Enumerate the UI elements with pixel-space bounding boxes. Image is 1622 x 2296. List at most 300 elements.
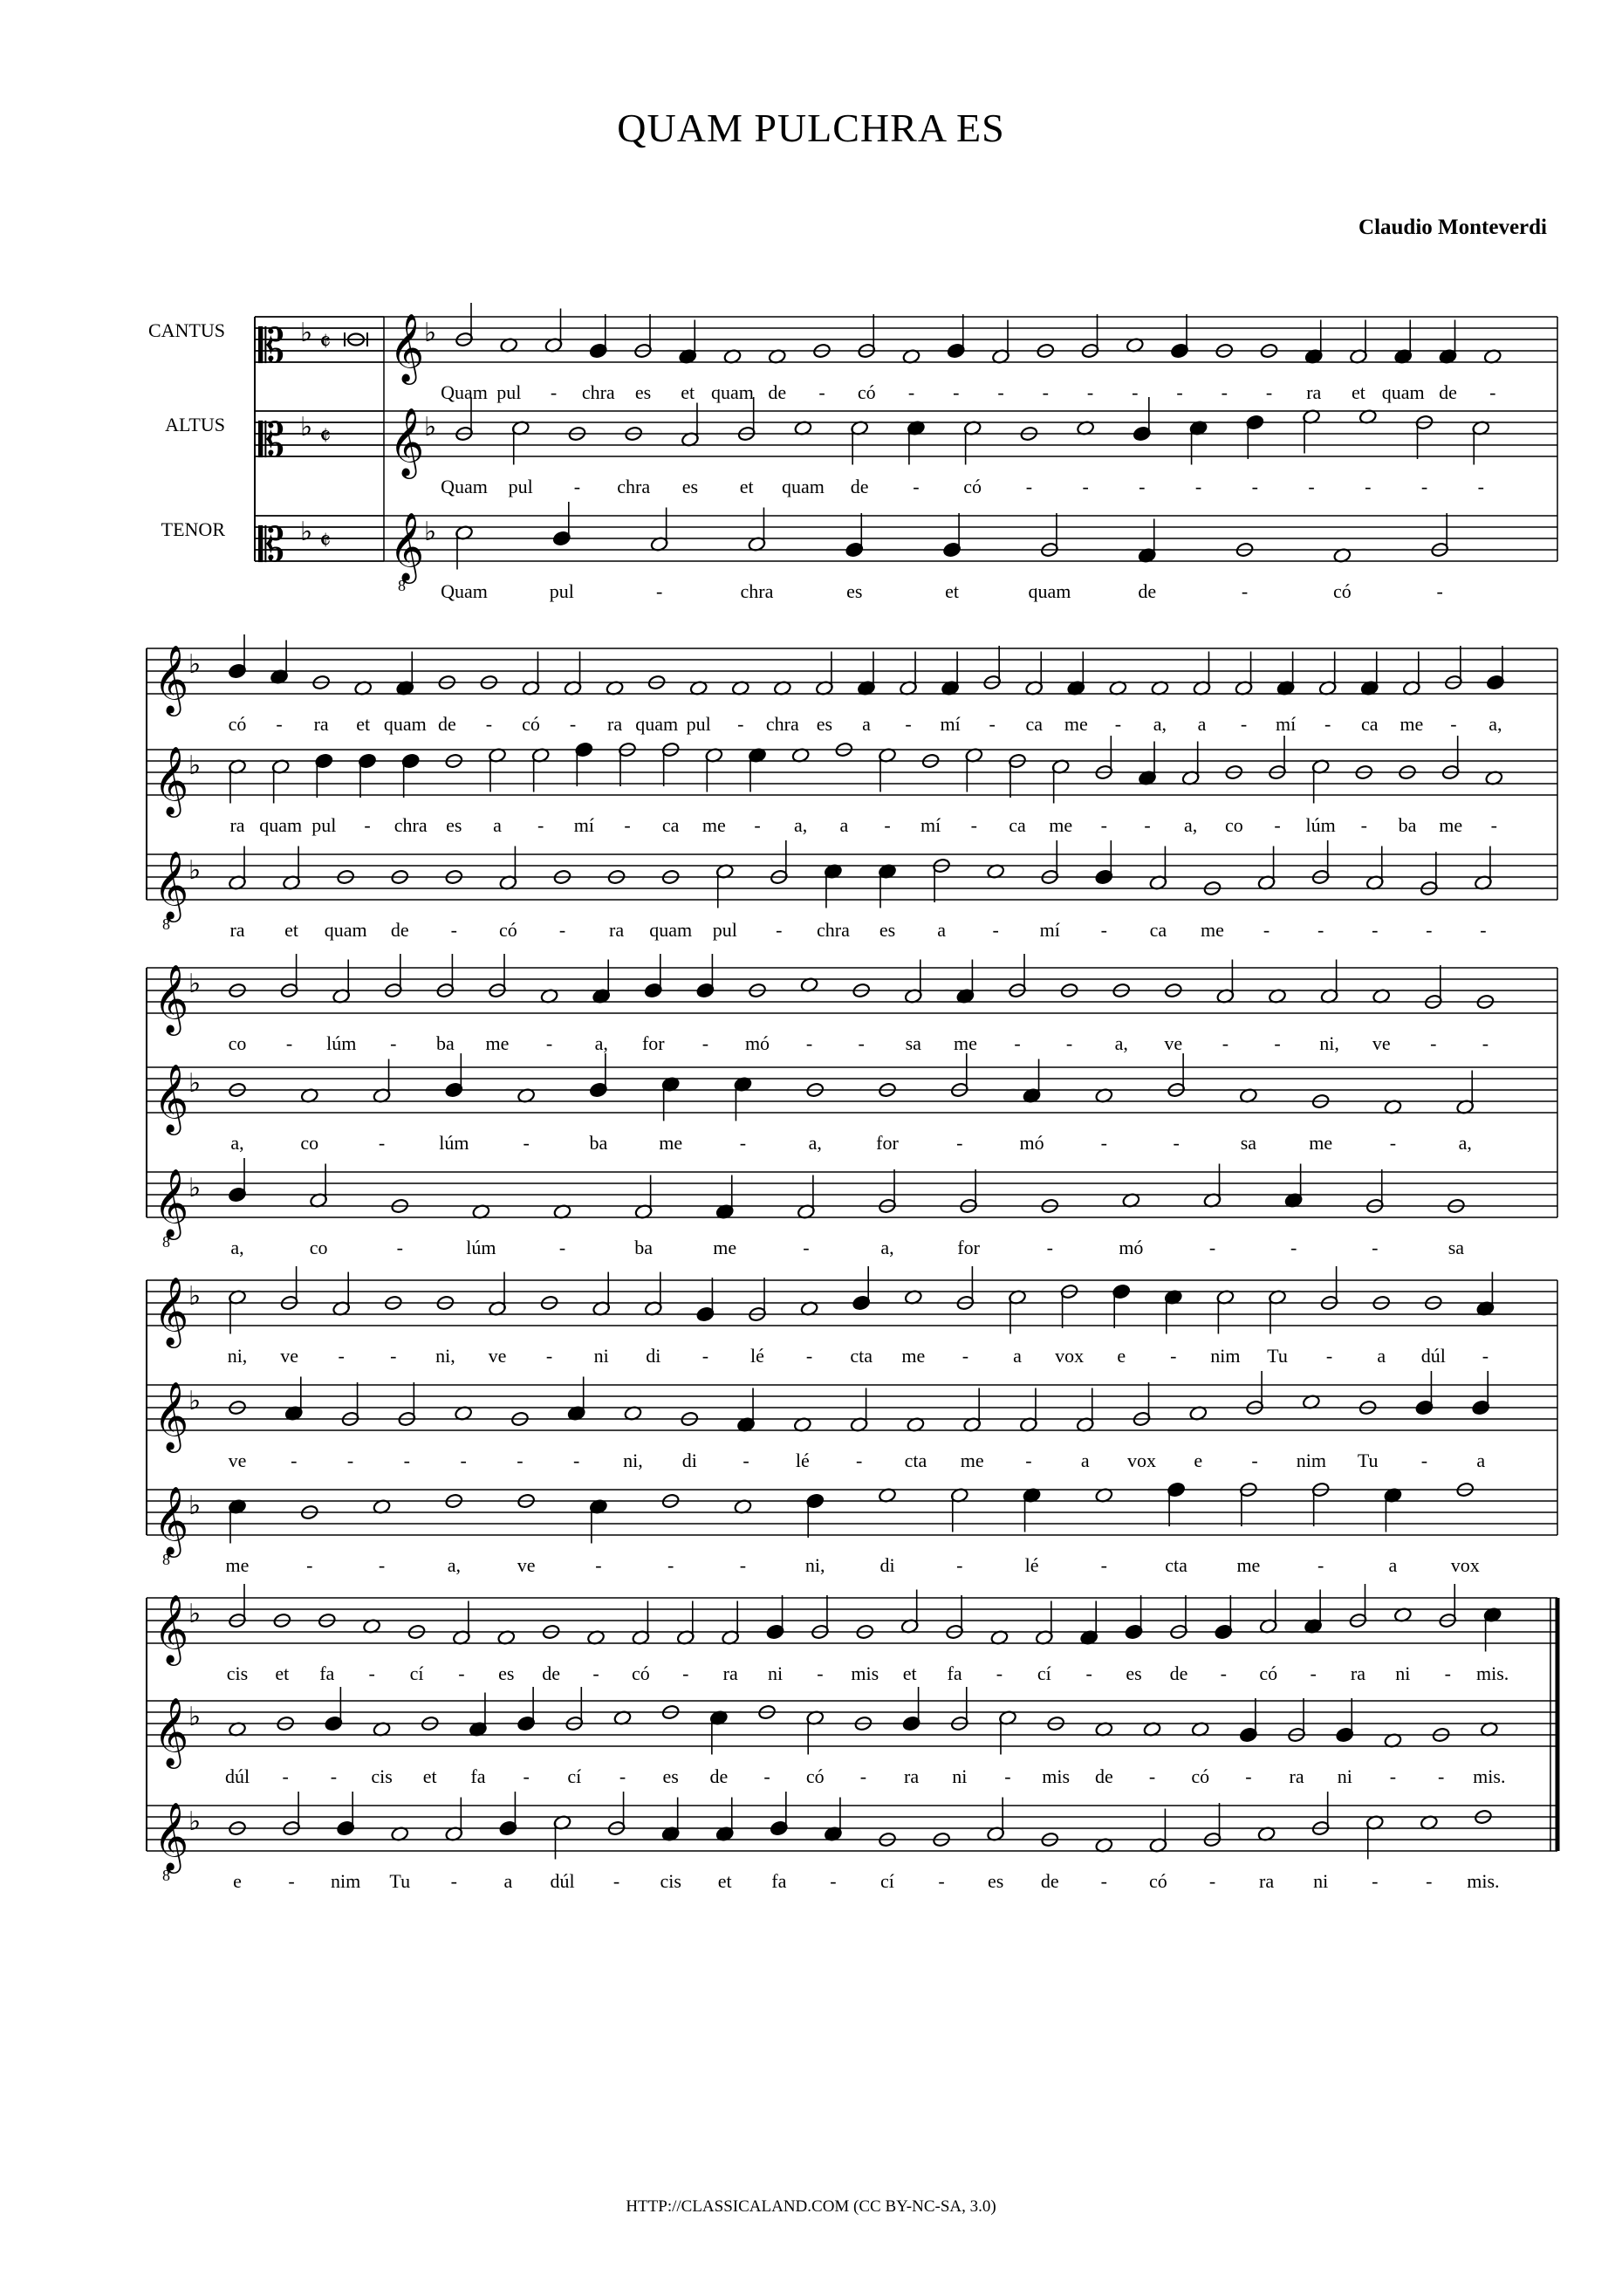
lyric-syllable: de (1040, 1870, 1059, 1892)
lyric-syllable: - (1430, 1032, 1437, 1054)
lyric-syllable: - (624, 814, 631, 836)
lyric-syllable: me (1309, 1132, 1333, 1154)
lyric-syllable: dúl (550, 1870, 575, 1892)
lyric-syllable: ba (589, 1132, 608, 1154)
lyric-syllable: a (1013, 1345, 1022, 1367)
lyric-syllable: mó (1019, 1132, 1044, 1154)
lyric-syllable: - (573, 1450, 580, 1471)
lyric-syllable: - (1208, 1870, 1216, 1892)
lyric-syllable: e (1117, 1345, 1126, 1367)
lyric-syllable: - (1251, 476, 1258, 497)
lyric-syllable: ni (1395, 1662, 1411, 1684)
lyric-syllable: - (970, 814, 977, 836)
lyric-syllable: de (768, 381, 787, 403)
treble-clef: 𝄞 (389, 313, 425, 382)
lyric-syllable: pul (549, 580, 574, 602)
key-flat: ♭ (188, 750, 202, 781)
lyric-syllable: ca (1149, 919, 1167, 941)
lyric-syllable: di (681, 1450, 697, 1471)
lyric-syllable: - (1065, 1032, 1073, 1054)
footer-license: HTTP://CLASSICALAND.COM (CC BY-NC-SA, 3.0) (626, 2197, 996, 2216)
lyric-syllable: et (422, 1765, 437, 1787)
lyric-syllable: chra (740, 580, 774, 602)
lyric-syllable: - (1240, 713, 1248, 735)
lyric-syllable: cis (226, 1662, 249, 1684)
voice-label-cantus: CANTUS (147, 319, 225, 341)
lyric-syllable: - (338, 1345, 345, 1367)
lyric-syllable: ca (661, 814, 680, 836)
lyric-syllable: - (1194, 476, 1202, 497)
page-title: QUAM PULCHRA ES (617, 106, 1005, 150)
lyric-syllable: pul (712, 919, 737, 941)
lyric-syllable: sa (1240, 1132, 1257, 1154)
treble-clef-8: 8 (162, 915, 170, 933)
lyric-syllable: de (1094, 1765, 1113, 1787)
lyric-syllable: - (1372, 1870, 1379, 1892)
lyric-syllable: es (498, 1662, 515, 1684)
lyric-syllable: - (1426, 1870, 1433, 1892)
key-flat: ♭ (188, 969, 202, 999)
lyric-syllable: - (1100, 1132, 1107, 1154)
lyric-syllable: me (1049, 814, 1073, 836)
lyric-syllable: di (879, 1554, 895, 1576)
lyric-syllable: - (754, 814, 761, 836)
lyric-syllable: quam (711, 381, 754, 403)
lyric-syllable: Quam (441, 580, 488, 602)
lyric-syllable: ni, (435, 1345, 455, 1367)
lyric-syllable: - (682, 1662, 689, 1684)
lyric-syllable: - (1290, 1237, 1297, 1258)
lyric-syllable: mó (1119, 1237, 1144, 1258)
lyric-syllable: a (839, 814, 849, 836)
lyric-syllable: lúm (466, 1237, 496, 1258)
lyric-syllable: - (739, 1132, 747, 1154)
lyric-syllable: a, (1114, 1032, 1128, 1054)
lyric-syllable: - (1004, 1765, 1011, 1787)
lyric-syllable: - (458, 1662, 465, 1684)
lyric-syllable: - (1222, 1032, 1229, 1054)
key-flat: ♭ (188, 1491, 202, 1521)
lyric-syllable: - (592, 1662, 599, 1684)
lyric-syllable: ni (1337, 1765, 1352, 1787)
lyric-syllable: et (717, 1870, 732, 1892)
lyric-syllable: - (1450, 713, 1457, 735)
lyric-syllable: - (390, 1032, 397, 1054)
lyric-syllable: quam (324, 919, 367, 941)
lyric-syllable: co (1224, 814, 1243, 836)
lyric-syllable: - (1482, 1032, 1489, 1054)
lyric-syllable: - (378, 1554, 386, 1576)
lyric-syllable: ca (1360, 713, 1379, 735)
lyric-syllable: - (1420, 1450, 1428, 1471)
lyric-syllable: me (1064, 713, 1088, 735)
lyric-syllable: et (945, 580, 960, 602)
key-flat: ♭ (188, 1068, 202, 1099)
voice-label-altus: ALTUS (165, 414, 225, 435)
lyric-syllable: - (1426, 919, 1433, 941)
lyric-syllable: pul (508, 476, 533, 497)
lyric-syllable: - (905, 713, 912, 735)
lyric-syllable: - (1389, 1765, 1397, 1787)
lyric-syllable: - (537, 814, 544, 836)
lyric-syllable: cí (1037, 1662, 1051, 1684)
lyric-syllable: cta (904, 1450, 927, 1471)
lyric-syllable: pul (496, 381, 522, 403)
lyric-syllable: pul (686, 713, 711, 735)
lyric-syllable: ca (1025, 713, 1043, 735)
lyric-syllable: fa (319, 1662, 335, 1684)
treble-clef: 𝄞 (154, 1277, 189, 1346)
lyric-syllable: mí (940, 713, 961, 735)
lyric-syllable: - (1444, 1662, 1451, 1684)
lyric-syllable: Quam (441, 476, 488, 497)
lyric-syllable: - (655, 580, 663, 602)
lyric-syllable: quam (635, 713, 679, 735)
lyric-syllable: - (1014, 1032, 1021, 1054)
lyric-syllable: cí (409, 1662, 424, 1684)
lyric-syllable: - (403, 1450, 411, 1471)
lyric-syllable: - (1317, 919, 1324, 941)
lyric-syllable: lé (795, 1450, 810, 1471)
lyric-syllable: - (1308, 476, 1315, 497)
lyric-syllable: - (938, 1870, 945, 1892)
lyric-syllable: - (1325, 1345, 1333, 1367)
lyric-syllable: - (573, 476, 581, 497)
lyric-syllable: - (1132, 381, 1139, 403)
lyric-syllable: - (1324, 713, 1331, 735)
key-flat: ♭ (300, 517, 313, 547)
lyric-syllable: e (1194, 1450, 1203, 1471)
c-clef: 𝄡 (258, 413, 285, 468)
lyric-syllable: vox (1450, 1554, 1480, 1576)
lyric-syllable: a, (230, 1132, 244, 1154)
lyric-syllable: - (737, 713, 744, 735)
lyric-syllable: ni (952, 1765, 968, 1787)
lyric-syllable: nim (1296, 1450, 1326, 1471)
lyric-syllable: ra (229, 814, 245, 836)
lyric-syllable: - (817, 1662, 824, 1684)
treble-clef: 𝄞 (154, 645, 189, 714)
lyric-syllable: a (503, 1870, 513, 1892)
lyric-syllable: mí (1039, 919, 1060, 941)
lyric-syllable: - (1251, 1450, 1258, 1471)
treble-clef: 𝄞 (154, 1381, 189, 1450)
treble-clef: 𝄞 (154, 964, 189, 1033)
lyric-syllable: có (632, 1662, 650, 1684)
lyric-syllable: - (667, 1554, 674, 1576)
lyric-syllable: lúm (326, 1032, 357, 1054)
lyric-syllable: - (550, 381, 558, 403)
lyric-syllable: - (396, 1237, 403, 1258)
lyric-syllable: - (1490, 814, 1497, 836)
lyric-syllable: de (542, 1662, 561, 1684)
lyric-syllable: - (517, 1450, 524, 1471)
lyric-syllable: a, (1489, 713, 1502, 735)
lyric-syllable: - (996, 1662, 1003, 1684)
treble-clef-8: 8 (398, 577, 406, 594)
lyric-syllable: quam (259, 814, 303, 836)
lyric-syllable: có (228, 713, 247, 735)
lyric-syllable: - (1046, 1237, 1053, 1258)
lyric-syllable: a, (1458, 1132, 1472, 1154)
lyric-syllable: - (701, 1345, 709, 1367)
lyric-syllable: ra (1289, 1765, 1304, 1787)
lyric-syllable: có (499, 919, 517, 941)
lyric-syllable: mis (1042, 1765, 1071, 1787)
lyric-syllable: de (437, 713, 456, 735)
lyric-syllable: ve (488, 1345, 507, 1367)
key-flat: ♭ (300, 412, 313, 442)
lyric-syllable: ve (517, 1554, 536, 1576)
lyric-syllable: có (857, 381, 876, 403)
lyric-syllable: - (830, 1870, 837, 1892)
treble-clef: 𝄞 (154, 1169, 189, 1237)
lyric-syllable: - (743, 1450, 749, 1471)
lyric-syllable: - (1085, 1662, 1092, 1684)
key-flat: ♭ (188, 1386, 202, 1416)
lyric-syllable: es (1126, 1662, 1142, 1684)
lyric-syllable: - (1220, 1662, 1228, 1684)
lyric-syllable: es (816, 713, 833, 735)
lyric-syllable: - (1241, 580, 1249, 602)
lyric-syllable: - (558, 1237, 566, 1258)
lyric-syllable: có (805, 1765, 825, 1787)
treble-clef: 𝄞 (389, 512, 425, 581)
lyric-syllable: a, (808, 1132, 822, 1154)
lyric-syllable: quam (781, 476, 825, 497)
lyric-syllable: - (701, 1032, 709, 1054)
treble-clef: 𝄞 (154, 1802, 189, 1871)
lyric-syllable: mis. (1473, 1765, 1506, 1787)
lyric-syllable: Tu (389, 1870, 411, 1892)
lyric-syllable: - (1082, 476, 1089, 497)
c-clef: 𝄡 (258, 517, 285, 572)
lyric-syllable: sa (1447, 1237, 1465, 1258)
lyric-syllable: cí (880, 1870, 894, 1892)
lyric-syllable: ve (1164, 1032, 1183, 1054)
lyric-syllable: a, (1184, 814, 1198, 836)
lyric-syllable: fa (470, 1765, 486, 1787)
lyric-syllable: có (1332, 580, 1352, 602)
key-flat: ♭ (188, 855, 202, 886)
key-flat: ♭ (424, 412, 437, 442)
lyric-syllable: vox (1055, 1345, 1085, 1367)
lyric-syllable: - (913, 476, 920, 497)
lyric-syllable: dúl (224, 1765, 250, 1787)
lyric-syllable: - (763, 1765, 770, 1787)
lyric-syllable: - (956, 1554, 963, 1576)
key-flat: ♭ (188, 1281, 202, 1312)
lyric-syllable: quam (1381, 381, 1425, 403)
lyric-syllable: - (803, 1237, 810, 1258)
lyric-syllable: - (1372, 919, 1379, 941)
lyric-syllable: ra (1350, 1662, 1366, 1684)
lyric-syllable: et (275, 1662, 290, 1684)
lyric-syllable: fa (947, 1662, 962, 1684)
lyric-syllable: co (228, 1032, 247, 1054)
lyric-syllable: ni (1313, 1870, 1329, 1892)
lyric-syllable: ra (1306, 381, 1322, 403)
lyric-syllable: ve (228, 1450, 247, 1471)
lyric-syllable: - (1480, 919, 1487, 941)
lyric-syllable: me (659, 1132, 683, 1154)
lyric-syllable: ba (634, 1237, 654, 1258)
lyric-syllable: es (846, 580, 863, 602)
lyric-syllable: - (276, 713, 283, 735)
lyric-syllable: - (884, 814, 891, 836)
lyric-syllable: - (739, 1554, 747, 1576)
treble-clef: 𝄞 (154, 746, 189, 815)
lyric-syllable: - (1139, 476, 1146, 497)
lyric-syllable: - (1265, 381, 1273, 403)
lyric-syllable: - (1176, 381, 1183, 403)
lyric-syllable: - (907, 381, 915, 403)
lyric-syllable: a, (880, 1237, 894, 1258)
lyric-syllable: - (346, 1450, 354, 1471)
lyric-syllable: - (962, 1345, 969, 1367)
lyric-syllable: - (1360, 814, 1367, 836)
lyric-syllable: fa (771, 1870, 787, 1892)
lyric-syllable: ra (607, 713, 623, 735)
lyric-syllable: - (992, 919, 999, 941)
lyric-syllable: ra (1259, 1870, 1275, 1892)
lyric-syllable: - (1100, 814, 1107, 836)
lyric-syllable: et (902, 1662, 917, 1684)
lyric-syllable: quam (383, 713, 427, 735)
lyric-syllable: me (701, 814, 726, 836)
treble-clef: 𝄞 (154, 1594, 189, 1663)
key-flat: ♭ (424, 318, 437, 348)
lyric-syllable: a (1197, 713, 1207, 735)
lyric-syllable: nim (331, 1870, 361, 1892)
lyric-syllable: mí (921, 814, 941, 836)
lyric-syllable: - (330, 1765, 338, 1787)
lyric-syllable: - (558, 919, 566, 941)
lyric-syllable: for (876, 1132, 899, 1154)
lyric-syllable: di (646, 1345, 661, 1367)
lyric-syllable: mis. (1467, 1870, 1500, 1892)
lyric-syllable: - (282, 1765, 289, 1787)
lyric-syllable: - (1477, 476, 1484, 497)
lyric-syllable: mis. (1475, 1662, 1509, 1684)
lyric-syllable: cis (371, 1765, 393, 1787)
lyric-syllable: lé (750, 1345, 764, 1367)
lyric-syllable: - (619, 1765, 626, 1787)
lyric-syllable: es (879, 919, 896, 941)
lyric-syllable: co (309, 1237, 328, 1258)
lyric-syllable: dúl (1420, 1345, 1446, 1367)
lyric-syllable: lúm (439, 1132, 469, 1154)
lyric-syllable: nim (1210, 1345, 1241, 1367)
lyric-syllable: pul (311, 814, 337, 836)
lyric-syllable: - (1365, 476, 1372, 497)
lyric-syllable: for (957, 1237, 980, 1258)
lyric-syllable: a, (230, 1237, 244, 1258)
lyric-syllable: et (1352, 381, 1365, 403)
lyric-syllable: - (859, 1765, 867, 1787)
lyric-syllable: Quam (441, 381, 488, 403)
lyric-syllable: - (1317, 1554, 1324, 1576)
lyric-syllable: - (1310, 1662, 1317, 1684)
key-flat: ♭ (188, 649, 202, 680)
lyric-syllable: et (739, 476, 754, 497)
lyric-syllable: - (523, 1765, 530, 1787)
lyric-syllable: có (1149, 1870, 1167, 1892)
lyric-syllable: - (956, 1132, 963, 1154)
lyric-syllable: for (641, 1032, 665, 1054)
lyric-syllable: me (713, 1237, 737, 1258)
lyric-syllable: chra (765, 713, 799, 735)
lyric-syllable: - (1042, 381, 1049, 403)
lyric-syllable: co (300, 1132, 319, 1154)
treble-clef: 𝄞 (154, 851, 189, 920)
lyric-syllable: - (1263, 919, 1270, 941)
lyric-syllable: de (1169, 1662, 1188, 1684)
lyric-syllable: có (963, 476, 982, 497)
lyric-syllable: a (862, 713, 871, 735)
lyric-syllable: mí (573, 814, 594, 836)
lyric-syllable: es (681, 476, 699, 497)
lyric-syllable: ni, (1319, 1032, 1339, 1054)
lyric-syllable: me (225, 1554, 250, 1576)
lyric-syllable: - (523, 1132, 530, 1154)
lyric-syllable: - (569, 713, 577, 735)
lyric-syllable: me (1201, 919, 1224, 941)
lyric-syllable: có (1191, 1765, 1210, 1787)
lyric-syllable: - (1208, 1237, 1216, 1258)
lyric-syllable: - (1144, 814, 1151, 836)
lyric-syllable: me (901, 1345, 926, 1367)
lyric-syllable: - (285, 1032, 293, 1054)
lyric-syllable: - (1100, 1554, 1107, 1576)
lyric-syllable: ni, (623, 1450, 643, 1471)
lyric-syllable: - (450, 919, 457, 941)
lyric-syllable: de (709, 1765, 729, 1787)
lyric-syllable: chra (617, 476, 651, 497)
lyric-syllable: es (988, 1870, 1004, 1892)
lyric-syllable: me (960, 1450, 984, 1471)
lyric-syllable: chra (394, 814, 428, 836)
lyric-syllable: - (291, 1450, 298, 1471)
lyric-syllable: - (1148, 1765, 1156, 1787)
lyric-syllable: - (595, 1554, 602, 1576)
lyric-syllable: a (1377, 1345, 1386, 1367)
lyric-syllable: ba (1398, 814, 1417, 836)
lyric-syllable: de (1439, 381, 1457, 403)
lyric-syllable: mó (744, 1032, 770, 1054)
lyric-syllable: - (1170, 1345, 1177, 1367)
lyric-syllable: - (1025, 1450, 1032, 1471)
lyric-syllable: có (522, 713, 540, 735)
lyric-syllable: cta (850, 1345, 873, 1367)
key-flat: ♭ (188, 1173, 202, 1203)
lyric-syllable: - (1274, 814, 1281, 836)
lyric-syllable: - (613, 1870, 620, 1892)
lyric-syllable: ra (904, 1765, 920, 1787)
time-signature: 𝄵 (319, 327, 332, 358)
lyric-syllable: de (1138, 580, 1157, 602)
key-flat: ♭ (188, 1806, 202, 1837)
treble-clef: 𝄞 (154, 1064, 189, 1133)
treble-clef: 𝄞 (154, 1697, 189, 1766)
lyric-syllable: quam (649, 919, 693, 941)
lyric-syllable: a (1388, 1554, 1398, 1576)
lyric-syllable: - (1086, 381, 1094, 403)
lyric-syllable: lúm (1305, 814, 1336, 836)
lyric-syllable: ba (436, 1032, 455, 1054)
lyric-syllable: ve (1372, 1032, 1391, 1054)
lyric-syllable: - (1245, 1765, 1252, 1787)
